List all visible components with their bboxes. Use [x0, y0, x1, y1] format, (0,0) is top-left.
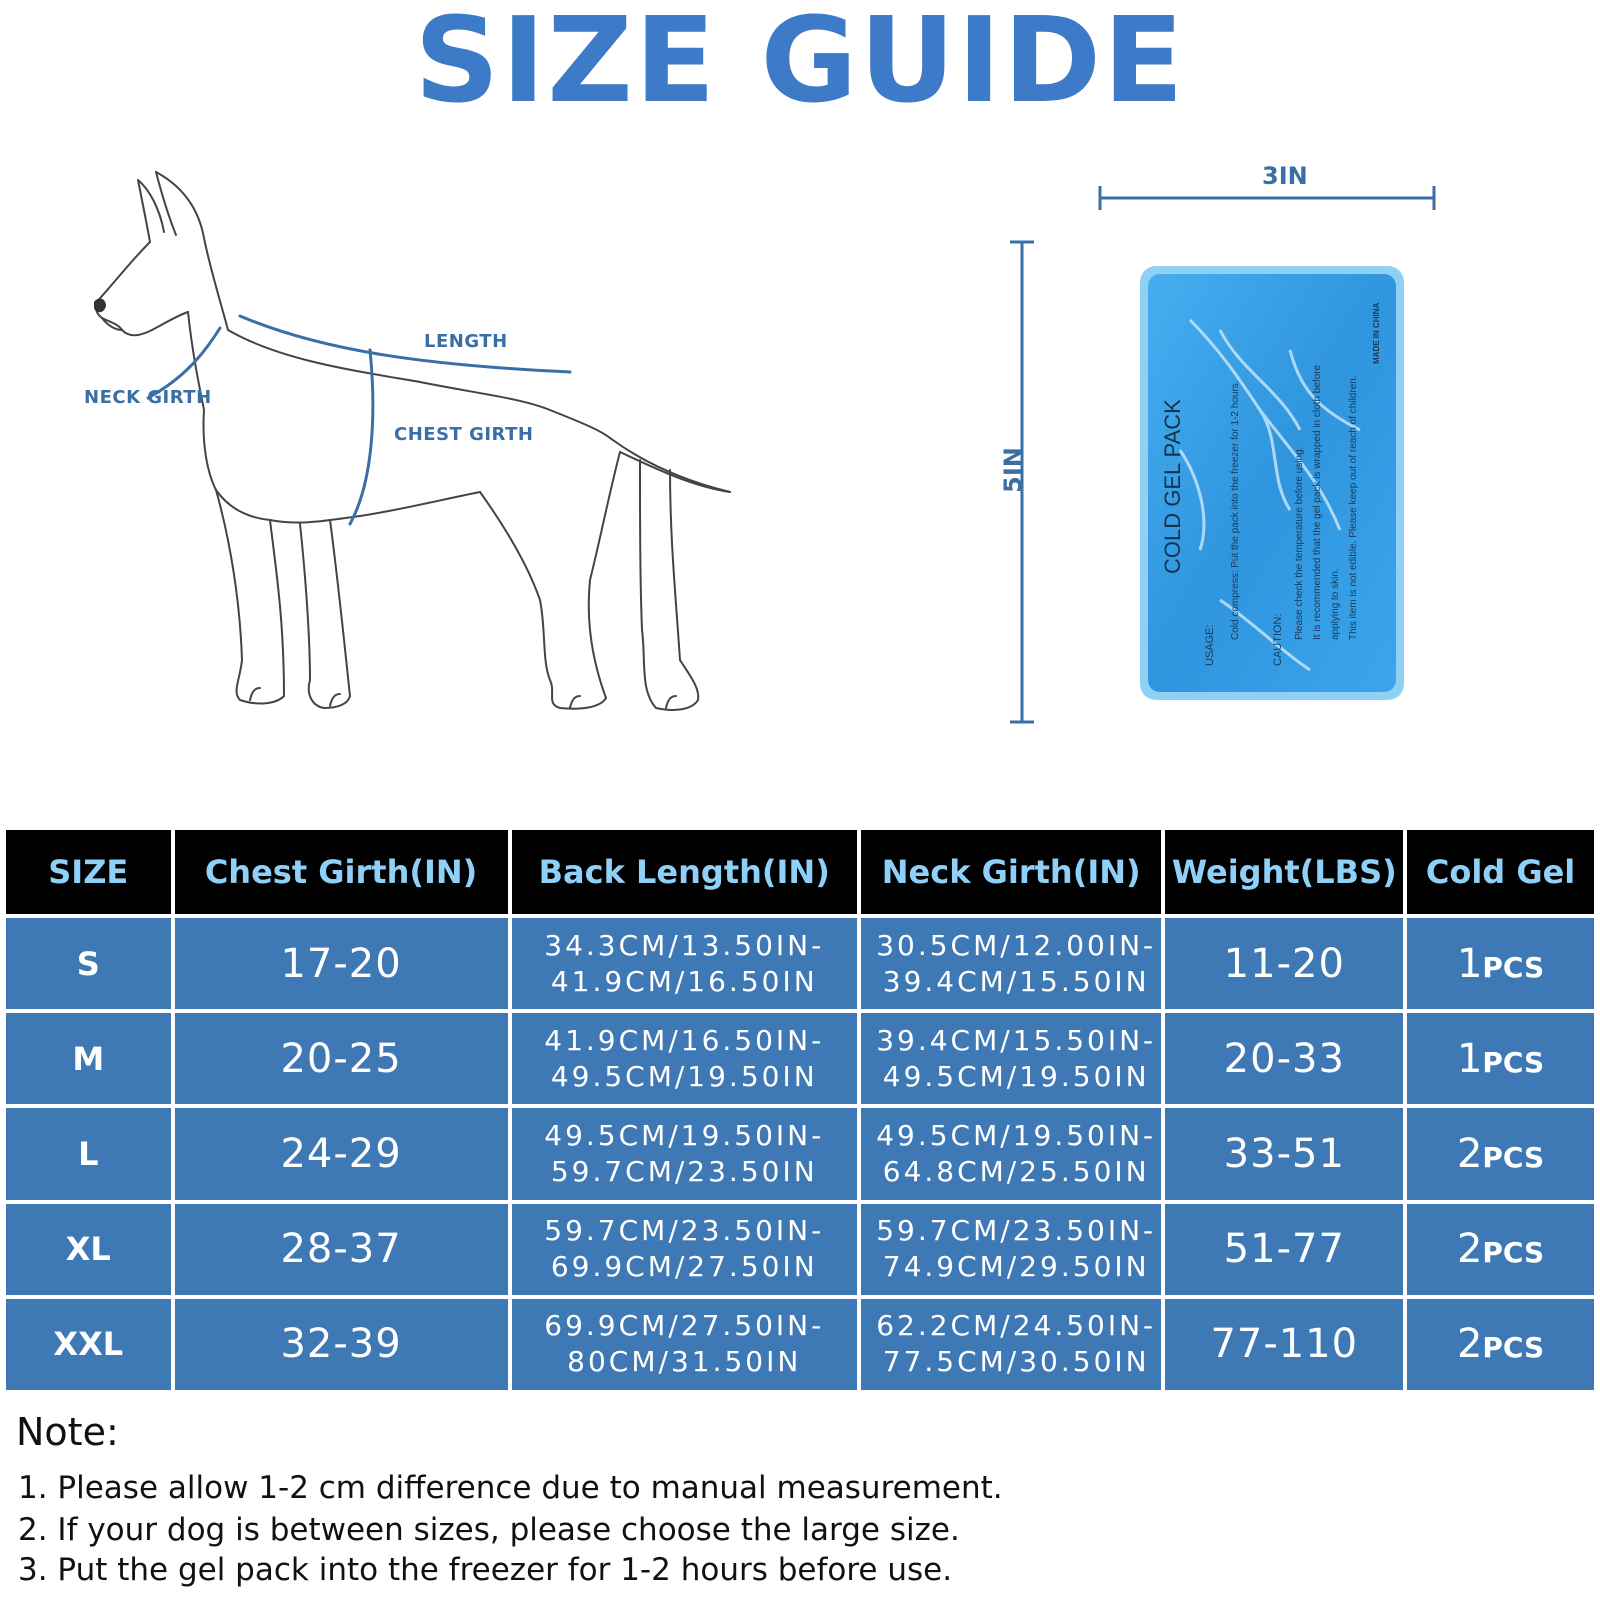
range-end: 49.5CM/19.50IN — [550, 1059, 818, 1093]
note-item: 1. Please allow 1-2 cm difference due to manual measurement. — [18, 1470, 1003, 1506]
table-row — [6, 918, 1594, 1009]
range-start: 59.7CM/23.50IN- — [876, 1214, 1157, 1248]
length-line — [240, 316, 570, 372]
size-cell: S — [6, 918, 171, 1009]
length-label: LENGTH — [424, 331, 508, 352]
cold-gel-cell — [1407, 918, 1594, 1009]
neck-girth-cell — [861, 1013, 1162, 1104]
table-row — [6, 1299, 1594, 1390]
range-start: 34.3CM/13.50IN- — [544, 928, 825, 962]
gel-count: 2 — [1456, 1226, 1483, 1273]
cold-gel-cell — [1407, 1299, 1594, 1390]
size-cell: XXL — [6, 1299, 171, 1390]
table-row — [6, 1108, 1594, 1199]
dog-diagram — [80, 160, 760, 740]
back-length-cell — [512, 1013, 857, 1104]
back-length-cell — [512, 918, 857, 1009]
neck-girth-cell — [861, 918, 1162, 1009]
range-end: 77.5CM/30.50IN — [882, 1345, 1150, 1379]
weight-cell: 33-51 — [1165, 1108, 1403, 1199]
range-start: 30.5CM/12.00IN- — [876, 928, 1157, 962]
neck-girth-label: NECK GIRTH — [84, 387, 212, 408]
size-table — [2, 826, 1598, 1394]
header-cold-gel: Cold Gel — [1407, 830, 1594, 914]
range-end: 74.9CM/29.50IN — [882, 1250, 1150, 1284]
chest-girth-line — [350, 350, 373, 524]
neck-girth-cell — [861, 1299, 1162, 1390]
range-start: 41.9CM/16.50IN- — [544, 1023, 825, 1057]
cold-gel-cell — [1407, 1013, 1594, 1104]
gel-unit: PCS — [1482, 1045, 1545, 1079]
gel-caution-heading: CAUTION: — [1272, 613, 1284, 666]
neck-girth-cell — [861, 1108, 1162, 1199]
range-end: 41.9CM/16.50IN — [550, 964, 818, 998]
range-end: 64.8CM/25.50IN — [882, 1154, 1150, 1188]
note-heading: Note: — [16, 1410, 119, 1454]
table-row — [6, 1204, 1594, 1295]
header-back-length: Back Length(IN) — [512, 830, 857, 914]
cold-gel-cell — [1407, 1108, 1594, 1199]
dog-outline-icon — [80, 160, 760, 740]
gel-caution-line: applying to skin. — [1330, 568, 1341, 640]
gel-unit: PCS — [1482, 1140, 1545, 1174]
gel-usage-text: Cold compress: Put the pack into the freezer for 1-2 hours. — [1230, 380, 1241, 640]
range-start: 39.4CM/15.50IN- — [876, 1023, 1157, 1057]
header-weight: Weight(LBS) — [1165, 830, 1403, 914]
back-length-cell — [512, 1108, 857, 1199]
back-length-cell — [512, 1299, 857, 1390]
range-end: 39.4CM/15.50IN — [882, 964, 1150, 998]
range-end: 69.9CM/27.50IN — [550, 1250, 818, 1284]
gel-caution-line: Please check the temperature before using. — [1294, 446, 1305, 640]
cold-gel-cell — [1407, 1204, 1594, 1295]
weight-cell: 20-33 — [1165, 1013, 1403, 1104]
weight-cell: 77-110 — [1165, 1299, 1403, 1390]
gel-pack-diagram — [960, 150, 1440, 740]
note-item: 3. Put the gel pack into the freezer for 1-2 hours before use. — [18, 1552, 953, 1588]
weight-cell: 11-20 — [1165, 918, 1403, 1009]
width-label: 3IN — [1262, 162, 1308, 190]
gel-pack-title: COLD GEL PACK — [1160, 399, 1185, 574]
weight-cell: 51-77 — [1165, 1204, 1403, 1295]
page-title: SIZE GUIDE — [414, 0, 1186, 129]
header-chest-girth: Chest Girth(IN) — [175, 830, 508, 914]
gel-caution-line: This item is not edible. Please keep out of reach of children. — [1348, 375, 1359, 640]
table-row — [6, 1013, 1594, 1104]
gel-unit: PCS — [1482, 950, 1545, 984]
range-end: 49.5CM/19.50IN — [882, 1059, 1150, 1093]
gel-count: 2 — [1456, 1130, 1483, 1177]
table-header-row — [6, 830, 1594, 914]
range-start: 49.5CM/19.50IN- — [544, 1118, 825, 1152]
gel-caution-line: It is recommended that the gel pack is wrapped in cloth before — [1312, 364, 1323, 640]
gel-count: 2 — [1456, 1321, 1483, 1368]
gel-usage-heading: USAGE: — [1204, 624, 1216, 666]
size-cell: M — [6, 1013, 171, 1104]
header-size: SIZE — [6, 830, 171, 914]
header-neck-girth: Neck Girth(IN) — [861, 830, 1162, 914]
back-length-cell — [512, 1204, 857, 1295]
gel-made-in: MADE IN CHINA — [1372, 302, 1381, 364]
chest-cell: 32-39 — [175, 1299, 508, 1390]
height-label: 5IN — [998, 447, 1027, 493]
range-end: 59.7CM/23.50IN — [550, 1154, 818, 1188]
gel-count: 1 — [1456, 1035, 1483, 1082]
gel-count: 1 — [1456, 940, 1483, 987]
chest-girth-label: CHEST GIRTH — [394, 424, 534, 445]
range-start: 69.9CM/27.50IN- — [544, 1309, 825, 1343]
range-end: 80CM/31.50IN — [567, 1345, 802, 1379]
chest-cell: 28-37 — [175, 1204, 508, 1295]
range-start: 62.2CM/24.50IN- — [876, 1309, 1157, 1343]
chest-cell: 20-25 — [175, 1013, 508, 1104]
range-start: 59.7CM/23.50IN- — [544, 1214, 825, 1248]
range-start: 49.5CM/19.50IN- — [876, 1118, 1157, 1152]
chest-cell: 17-20 — [175, 918, 508, 1009]
size-cell: XL — [6, 1204, 171, 1295]
neck-girth-cell — [861, 1204, 1162, 1295]
chest-cell: 24-29 — [175, 1108, 508, 1199]
gel-unit: PCS — [1482, 1331, 1545, 1365]
gel-unit: PCS — [1482, 1236, 1545, 1270]
note-item: 2. If your dog is between sizes, please choose the large size. — [18, 1512, 960, 1548]
size-cell: L — [6, 1108, 171, 1199]
